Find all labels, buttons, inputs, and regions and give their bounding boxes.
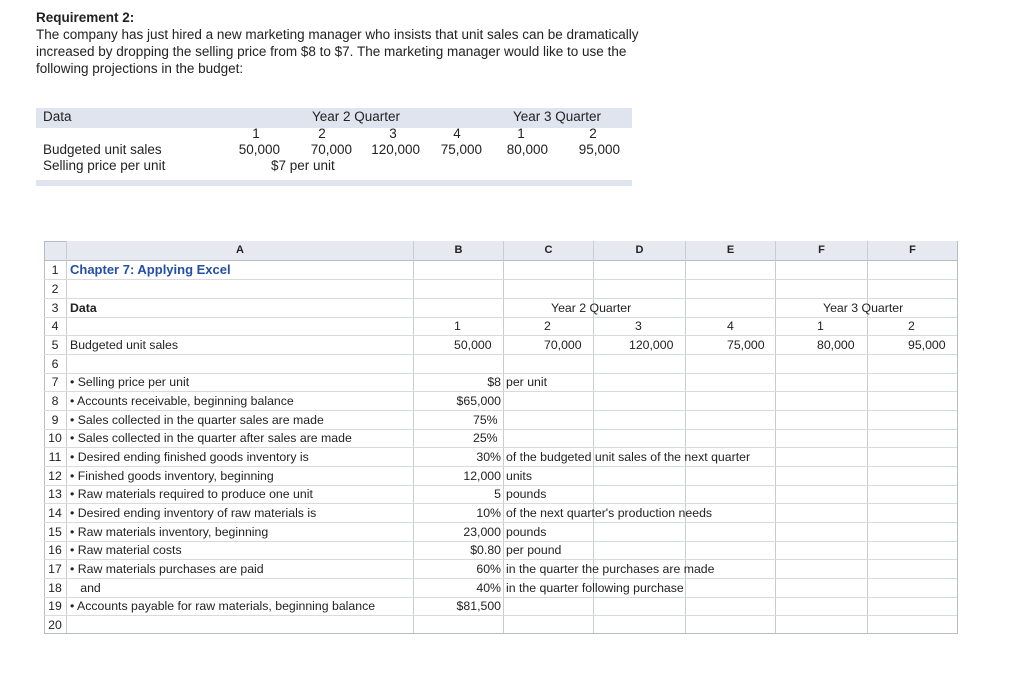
quarter-number: 3	[389, 126, 397, 141]
budgeted-sales-label[interactable]: Budgeted unit sales	[70, 338, 179, 352]
sales-value: 50,000	[238, 142, 280, 157]
quarter-number: 1	[517, 126, 525, 141]
sales-value: 75,000	[440, 142, 482, 157]
item-label[interactable]: and	[70, 581, 101, 595]
quarter-cell[interactable]: 3	[635, 319, 642, 333]
row-number[interactable]: 18	[48, 581, 62, 595]
budgeted-sales-cell[interactable]: 70,000	[544, 338, 582, 352]
row-number[interactable]: 8	[51, 394, 59, 408]
year3-label: Year 3 Quarter	[513, 109, 602, 124]
sales-value: 120,000	[371, 142, 420, 157]
item-label[interactable]: • Accounts payable for raw materials, beginning balance	[70, 599, 376, 613]
quarter-cell[interactable]: 2	[544, 319, 551, 333]
item-label[interactable]: • Raw materials purchases are paid	[70, 562, 264, 576]
row-number[interactable]: 5	[51, 338, 59, 352]
item-value[interactable]: 40%	[476, 581, 501, 595]
item-value[interactable]: 25%	[473, 431, 498, 445]
item-value[interactable]: $65,000	[456, 394, 501, 408]
row-number[interactable]: 1	[51, 263, 59, 277]
quarter-cell[interactable]: 1	[454, 319, 461, 333]
row-number[interactable]: 9	[51, 413, 59, 427]
item-label[interactable]: • Raw materials required to produce one unit	[70, 487, 313, 501]
item-value[interactable]: 60%	[476, 562, 501, 576]
row-number[interactable]: 17	[48, 562, 62, 576]
column-header-c[interactable]: C	[504, 241, 593, 260]
item-label[interactable]: • Raw materials inventory, beginning	[70, 525, 269, 539]
quarter-number: 2	[318, 126, 326, 141]
budgeted-sales-cell[interactable]: 120,000	[629, 338, 674, 352]
item-label[interactable]: • Raw material costs	[70, 543, 182, 557]
quarter-number: 1	[252, 126, 260, 141]
item-note[interactable]: units	[506, 469, 532, 483]
row-number[interactable]: 16	[48, 543, 62, 557]
row-number[interactable]: 14	[48, 506, 62, 520]
row-number[interactable]: 20	[48, 618, 62, 632]
projection-footer-band	[36, 180, 632, 186]
requirement-line: increased by dropping the selling price from $8 to $7. The marketing manager would like to use the	[36, 44, 627, 59]
item-label[interactable]: • Desired ending finished goods inventory is	[70, 450, 309, 464]
column-header-f[interactable]: F	[776, 241, 867, 260]
quarter-cell[interactable]: 2	[908, 319, 915, 333]
item-label[interactable]: • Accounts receivable, beginning balance	[70, 394, 294, 408]
item-note[interactable]: of the next quarter's production needs	[506, 506, 713, 520]
row-number[interactable]: 4	[51, 319, 59, 333]
item-label[interactable]: • Sales collected in the quarter after sales are made	[70, 431, 352, 445]
data-label-cell[interactable]: Data	[70, 301, 97, 315]
budgeted-sales-cell[interactable]: 75,000	[727, 338, 765, 352]
item-value[interactable]: $8	[487, 375, 501, 389]
item-label[interactable]: • Sales collected in the quarter sales are made	[70, 413, 324, 427]
row-number[interactable]: 2	[51, 282, 59, 296]
item-value[interactable]: 10%	[476, 506, 501, 520]
quarter-number: 4	[453, 126, 461, 141]
requirement-line: The company has just hired a new marketing manager who insists that unit sales can be dramatically	[36, 27, 639, 42]
price-value: $7 per unit	[271, 158, 335, 173]
item-value[interactable]: 30%	[476, 450, 501, 464]
row-number[interactable]: 13	[48, 487, 62, 501]
item-value[interactable]: 75%	[473, 413, 498, 427]
item-label[interactable]: • Finished goods inventory, beginning	[70, 469, 274, 483]
row-number[interactable]: 11	[48, 450, 62, 464]
item-value[interactable]: 5	[494, 487, 501, 501]
row-label: Budgeted unit sales	[43, 142, 162, 157]
row-number[interactable]: 6	[51, 357, 59, 371]
sales-value: 70,000	[310, 142, 352, 157]
item-value[interactable]: 12,000	[463, 469, 501, 483]
sheet-title[interactable]: Chapter 7: Applying Excel	[70, 262, 231, 277]
column-header-d[interactable]: D	[594, 241, 685, 260]
column-header-f2[interactable]: F	[868, 241, 957, 260]
item-value[interactable]: 23,000	[463, 525, 501, 539]
year3-label-cell[interactable]: Year 3 Quarter	[823, 301, 904, 315]
item-note[interactable]: of the budgeted unit sales of the next quarter	[506, 450, 751, 464]
column-header-b[interactable]: B	[414, 241, 503, 260]
item-value[interactable]: $81,500	[456, 599, 501, 613]
data-label: Data	[43, 109, 72, 124]
item-note[interactable]: in the quarter the purchases are made	[506, 562, 715, 576]
item-value[interactable]: $0.80	[470, 543, 501, 557]
year2-label: Year 2 Quarter	[312, 109, 401, 124]
requirement-heading: Requirement 2:	[36, 10, 135, 25]
item-note[interactable]: pounds	[506, 487, 547, 501]
item-note[interactable]: pounds	[506, 525, 547, 539]
row-number[interactable]: 12	[48, 469, 62, 483]
item-note[interactable]: per pound	[506, 543, 562, 557]
quarter-number: 2	[589, 126, 597, 141]
row-number[interactable]: 15	[48, 525, 62, 539]
budgeted-sales-cell[interactable]: 95,000	[908, 338, 946, 352]
budgeted-sales-cell[interactable]: 80,000	[817, 338, 855, 352]
quarter-cell[interactable]: 4	[727, 319, 734, 333]
quarter-cell[interactable]: 1	[817, 319, 824, 333]
requirement-line: following projections in the budget:	[36, 61, 244, 76]
budgeted-sales-cell[interactable]: 50,000	[454, 338, 492, 352]
sales-value: 80,000	[506, 142, 548, 157]
item-label[interactable]: • Selling price per unit	[70, 375, 190, 389]
sales-value: 95,000	[578, 142, 620, 157]
row-number[interactable]: 7	[51, 375, 59, 389]
requirement-text	[36, 9, 639, 77]
column-header-a[interactable]: A	[67, 241, 413, 260]
item-note[interactable]: per unit	[506, 375, 548, 389]
row-label: Selling price per unit	[43, 158, 166, 173]
projection-table	[36, 108, 632, 186]
column-header-e[interactable]: E	[686, 241, 775, 260]
year2-label-cell[interactable]: Year 2 Quarter	[551, 301, 632, 315]
row-number[interactable]: 10	[48, 431, 62, 445]
item-label[interactable]: • Desired ending inventory of raw materials is	[70, 506, 317, 520]
item-note[interactable]: in the quarter following purchase	[506, 581, 684, 595]
row-number[interactable]: 19	[48, 599, 62, 613]
row-number[interactable]: 3	[51, 301, 59, 315]
